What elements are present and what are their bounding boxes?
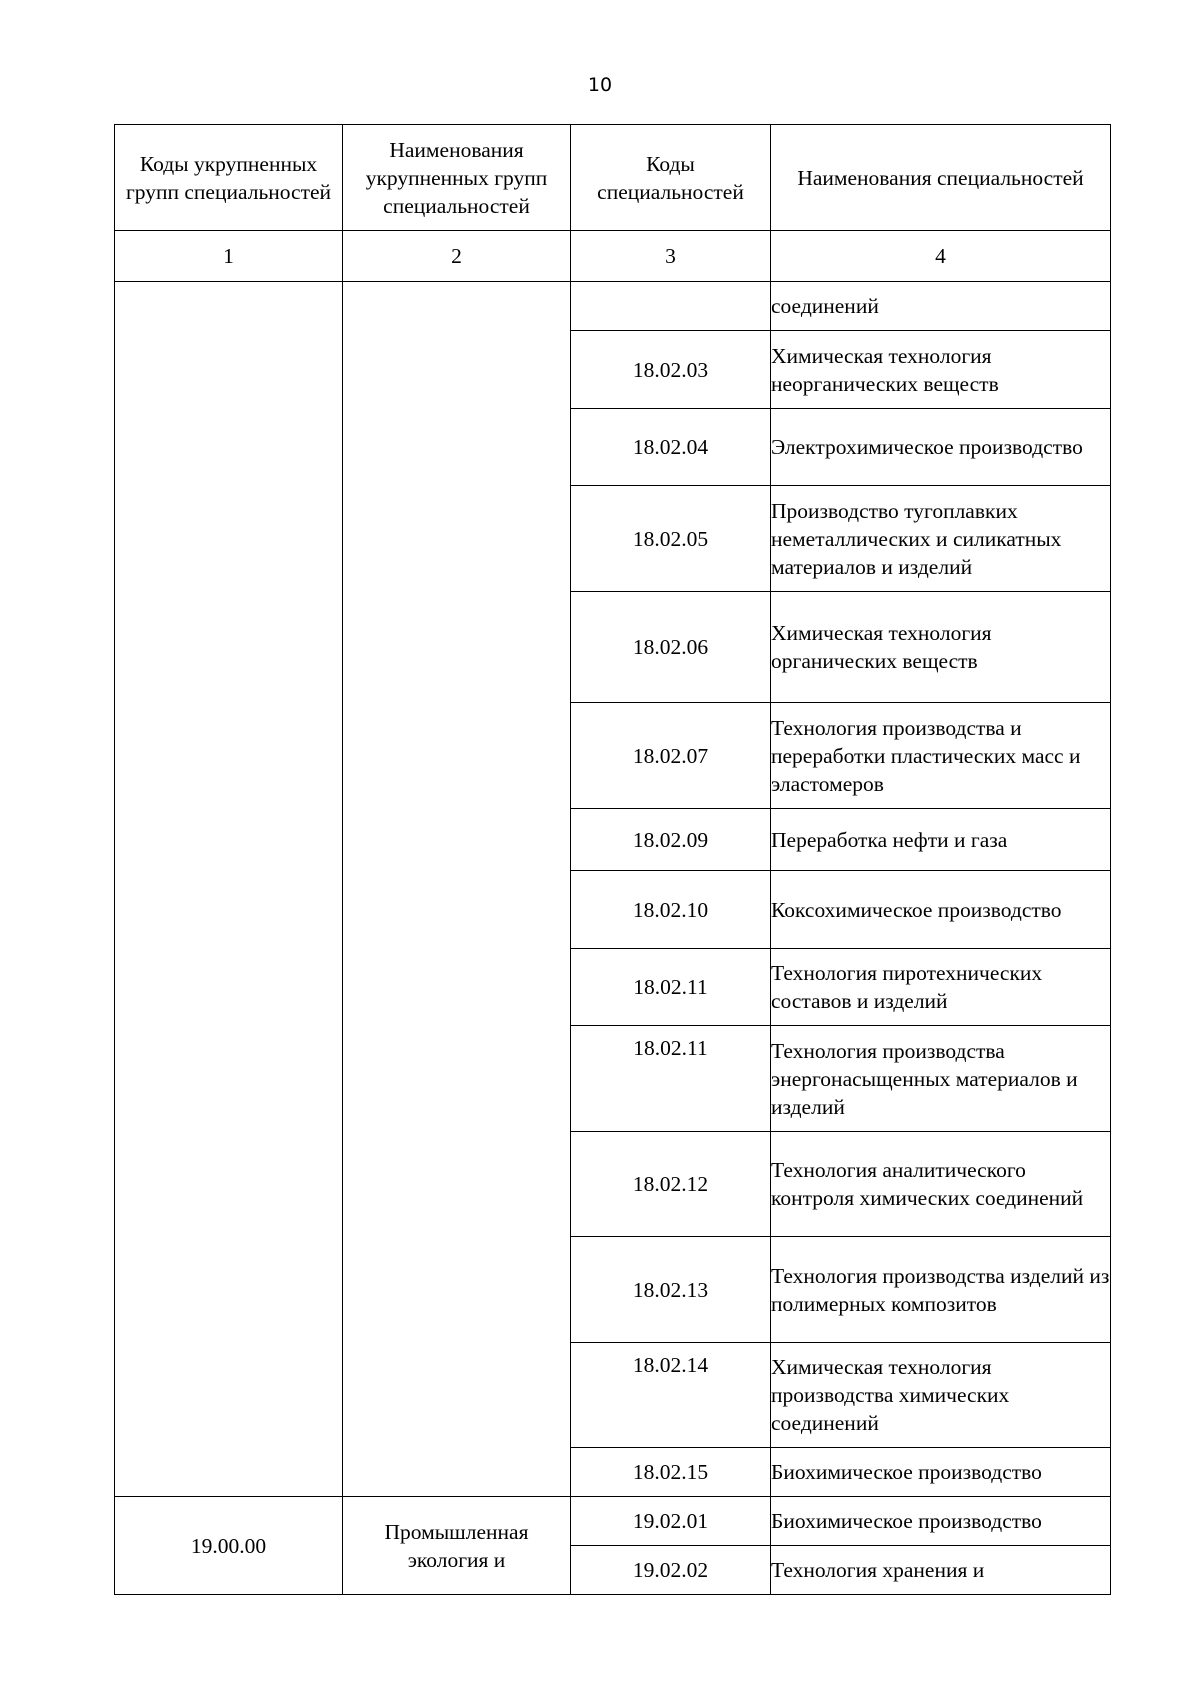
- column-number: 1: [115, 231, 343, 282]
- group-name-cell-empty: [343, 282, 571, 1497]
- specialty-code: 19.02.01: [571, 1497, 771, 1546]
- specialty-name: соединений: [771, 282, 1111, 331]
- specialty-code: 18.02.05: [571, 486, 771, 592]
- specialty-name: Технология хранения и: [771, 1546, 1111, 1595]
- specialty-name: Технология производства изделий из полимерных композитов: [771, 1237, 1111, 1343]
- specialty-name: Химическая технология производства химических соединений: [771, 1343, 1111, 1448]
- specialty-code: 18.02.10: [571, 871, 771, 949]
- specialty-name: Биохимическое производство: [771, 1497, 1111, 1546]
- specialty-name: Технология производства и переработки пластических масс и эластомеров: [771, 703, 1111, 809]
- specialties-table: [114, 124, 1111, 1595]
- specialty-code: 18.02.11: [571, 949, 771, 1026]
- header-row: [115, 125, 1111, 231]
- header-group-codes: Коды укрупненных групп специальностей: [115, 125, 343, 231]
- specialty-name: Технология аналитического контроля химических соединений: [771, 1132, 1111, 1237]
- specialty-name: Химическая технология неорганических веществ: [771, 331, 1111, 409]
- group-code-cell-empty: [115, 282, 343, 1497]
- specialty-name: Биохимическое производство: [771, 1448, 1111, 1497]
- column-number: 4: [771, 231, 1111, 282]
- specialty-code: 19.02.02: [571, 1546, 771, 1595]
- specialty-code: 18.02.06: [571, 592, 771, 703]
- specialty-code: 18.02.14: [571, 1343, 771, 1448]
- header-group-names: Наименования укрупненных групп специальностей: [343, 125, 571, 231]
- column-number-row: [115, 231, 1111, 282]
- header-specialty-codes: Коды специальностей: [571, 125, 771, 231]
- specialty-code: 18.02.15: [571, 1448, 771, 1497]
- specialty-code: 18.02.12: [571, 1132, 771, 1237]
- specialty-code: 18.02.13: [571, 1237, 771, 1343]
- header-specialty-names: Наименования специальностей: [771, 125, 1111, 231]
- specialty-name: Технология производства энергонасыщенных материалов и изделий: [771, 1026, 1111, 1132]
- group-name: Промышленная экология и: [343, 1497, 571, 1595]
- specialty-name: Производство тугоплавких неметаллических и силикатных материалов и изделий: [771, 486, 1111, 592]
- specialty-name: Переработка нефти и газа: [771, 809, 1111, 871]
- specialty-code: 18.02.07: [571, 703, 771, 809]
- specialty-code: 18.02.03: [571, 331, 771, 409]
- specialty-code: [571, 282, 771, 331]
- specialty-code: 18.02.11: [571, 1026, 771, 1132]
- specialty-code: 18.02.09: [571, 809, 771, 871]
- specialty-name: Химическая технология органических веществ: [771, 592, 1111, 703]
- table-row: [115, 282, 1111, 331]
- column-number: 2: [343, 231, 571, 282]
- column-number: 3: [571, 231, 771, 282]
- page-number: 10: [587, 74, 613, 96]
- group-code: 19.00.00: [115, 1497, 343, 1595]
- table-row: [115, 1497, 1111, 1546]
- specialty-name: Технология пиротехнических составов и изделий: [771, 949, 1111, 1026]
- specialty-code: 18.02.04: [571, 409, 771, 486]
- specialty-name: Электрохимическое производство: [771, 409, 1111, 486]
- specialty-name: Коксохимическое производство: [771, 871, 1111, 949]
